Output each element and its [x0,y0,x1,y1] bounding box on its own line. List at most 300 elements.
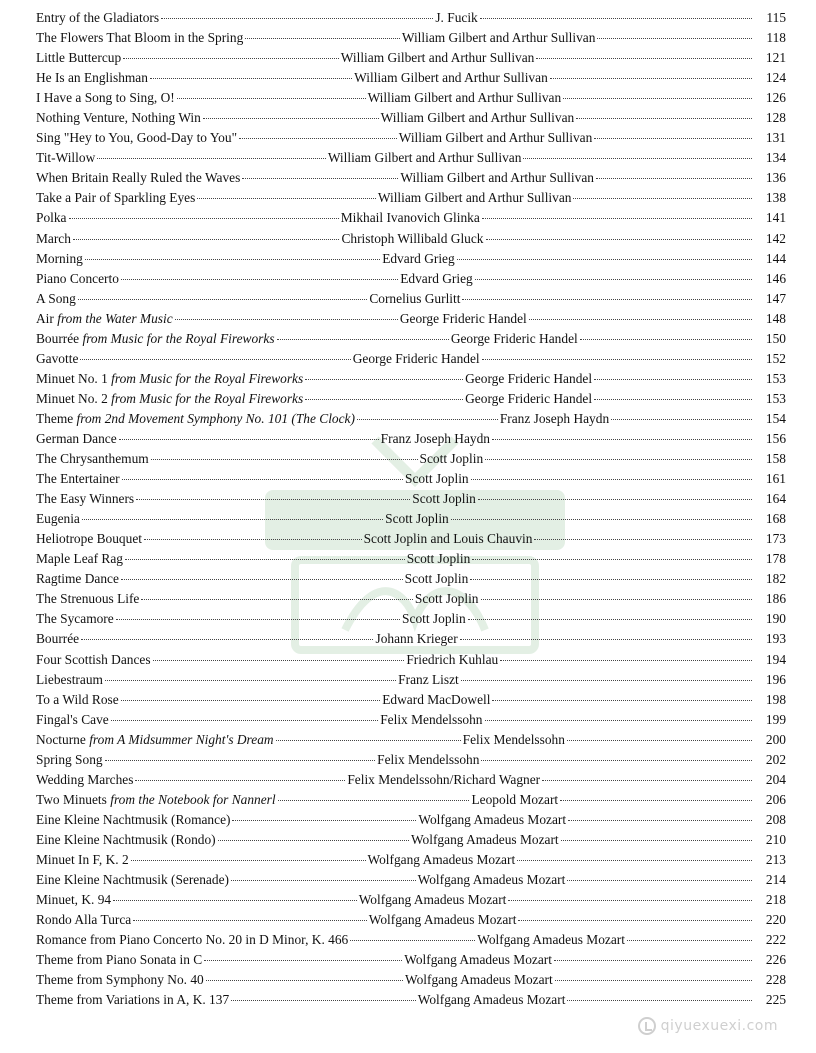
dot-leader [567,1000,752,1001]
entry-title: Eine Kleine Nachtmusik (Rondo) [36,831,216,847]
entry-composer: William Gilbert and Arthur Sullivan [367,90,562,106]
entry-title: I Have a Song to Sing, O! [36,90,175,106]
entry-title: Four Scottish Dances [36,651,151,667]
entry-page-number: 208 [765,811,786,827]
entry-page-number: 214 [765,872,786,888]
dot-leader [534,539,752,540]
entry-composer: Felix Mendelssohn [377,751,480,767]
dot-leader [136,499,410,500]
toc-entry [36,68,786,88]
dot-leader [563,98,752,99]
toc-entry [36,910,786,930]
toc-entry [36,990,786,1010]
dot-leader [492,439,752,440]
entry-title: Eugenia [36,511,80,527]
dot-leader [105,680,396,681]
toc-entry [36,730,786,750]
entry-composer: William Gilbert and Arthur Sullivan [398,130,593,146]
entry-composer: Franz Liszt [398,671,459,687]
toc-entry [36,509,786,529]
entry-title: The Chrysanthemum [36,451,149,467]
dot-leader [133,920,367,921]
entry-composer: Cornelius Gurlitt [369,290,461,306]
entry-composer: Scott Joplin [419,451,484,467]
entry-title: Eine Kleine Nachtmusik (Romance) [36,811,231,827]
entry-title: Minuet, K. 94 [36,892,112,908]
dot-leader [536,58,752,59]
entry-composer: George Frideric Handel [399,310,527,326]
toc-entry [36,650,786,670]
entry-page-number: 153 [765,370,786,386]
toc-entry [36,710,786,730]
entry-page-number: 210 [765,831,787,847]
entry-page-number: 152 [765,350,786,366]
dot-leader [206,980,403,981]
dot-leader [567,740,752,741]
dot-leader [611,419,752,420]
entry-page-number: 204 [765,771,786,787]
entry-composer: Scott Joplin [405,471,469,487]
entry-composer: William Gilbert and Arthur Sullivan [327,150,522,166]
entry-page-number: 182 [765,571,787,587]
toc-entry [36,609,786,629]
entry-composer: Leopold Mozart [471,791,559,807]
dot-leader [277,339,449,340]
entry-title: Entry of the Gladiators [36,10,160,25]
dot-leader [121,279,398,280]
entry-title: The Flowers That Bloom in the Spring [36,30,244,46]
entry-page-number: 124 [765,70,787,86]
entry-title: Nothing Venture, Nothing Win [36,110,201,126]
entry-subtitle: from Music for the Royal Fireworks [111,370,304,386]
entry-page-number: 146 [765,270,787,286]
dot-leader [460,639,752,640]
entry-title: Spring Song [36,751,103,767]
dot-leader [468,619,752,620]
toc-entry [36,690,786,710]
dot-leader [231,1000,416,1001]
entry-composer: George Frideric Handel [352,350,480,366]
dot-leader [125,559,405,560]
entry-title: The Entertainer [36,471,120,487]
toc-entry [36,148,786,168]
dot-leader [278,800,470,801]
entry-page-number: 194 [765,651,787,667]
entry-title: Bourrée from Music for the Royal Fireworks [36,330,275,346]
dot-leader [472,559,752,560]
entry-title: Sing "Hey to You, Good-Day to You" [36,130,238,146]
dot-leader [357,419,498,420]
entry-title: Heliotrope Bouquet [36,531,142,547]
dot-leader [119,439,379,440]
site-watermark [638,1017,778,1035]
toc-entry [36,329,786,349]
entry-title: Tit-Willow [36,150,96,166]
dot-leader [482,359,752,360]
entry-title: He Is an Englishman [36,70,148,86]
entry-composer: George Frideric Handel [465,370,593,386]
site-name: qiyuexuexi.com [660,1018,778,1034]
entry-title: A Song [36,290,76,306]
entry-page-number: 198 [765,691,787,707]
dot-leader [594,138,752,139]
dot-leader [116,619,400,620]
entry-composer: Scott Joplin [404,571,469,587]
dot-leader [161,18,433,19]
entry-composer: Edvard Grieg [400,270,473,286]
table-of-contents [36,8,786,1010]
entry-page-number: 161 [765,471,786,487]
dot-leader [596,178,752,179]
entry-composer: Franz Joseph Haydn [499,410,610,426]
entry-title: Minuet In F, K. 2 [36,851,129,867]
toc-entry [36,469,786,489]
entry-page-number: 178 [765,551,786,567]
entry-title: Romance from Piano Concerto No. 20 in D Minor, K. 466 [36,932,349,948]
entry-subtitle: from 2nd Movement Symphony No. 101 (The Clock) [76,410,355,426]
toc-entry [36,950,786,970]
entry-page-number: 126 [765,90,786,106]
entry-page-number: 142 [765,230,786,246]
toc-entry [36,429,786,449]
entry-page-number: 190 [765,611,786,627]
dot-leader [568,820,752,821]
entry-title: To a Wild Rose [36,691,119,707]
entry-title: Nocturne from A Midsummer Night's Dream [36,731,274,747]
entry-page-number: 168 [765,511,786,527]
entry-title: Gavotte [36,350,79,366]
entry-page-number: 136 [765,170,786,186]
dot-leader [153,660,405,661]
entry-title: Bourrée [36,631,80,647]
entry-page-number: 141 [765,210,787,226]
toc-entry [36,930,786,950]
entry-title: Rondo Alla Turca [36,912,132,928]
dot-leader [470,579,752,580]
toc-entry [36,369,786,389]
dot-leader [518,920,752,921]
dot-leader [245,38,400,39]
entry-title: Theme from Piano Sonata in C [36,952,203,968]
entry-composer: Wolfgang Amadeus Mozart [418,811,567,827]
entry-title: Wedding Marches [36,771,134,787]
toc-entry [36,870,786,890]
dot-leader [69,218,339,219]
dot-leader [486,239,753,240]
entry-composer: Wolfgang Amadeus Mozart [368,912,517,928]
entry-title: Fingal's Cave [36,711,109,727]
entry-composer: Mikhail Ivanovich Glinka [340,210,480,226]
dot-leader [471,479,752,480]
toc-entry [36,810,786,830]
entry-composer: George Frideric Handel [450,330,578,346]
dot-leader [482,218,752,219]
entry-page-number: 158 [765,451,786,467]
entry-subtitle: from the Notebook for Nannerl [110,791,276,807]
entry-page-number: 147 [765,290,787,306]
dot-leader [573,198,752,199]
toc-entry [36,569,786,589]
entry-composer: William Gilbert and Arthur Sullivan [380,110,575,126]
toc-entry [36,249,786,269]
entry-composer: Scott Joplin [412,491,476,507]
entry-composer: Scott Joplin [414,591,479,607]
toc-entry [36,48,786,68]
entry-title: When Britain Really Ruled the Waves [36,170,241,186]
entry-composer: Wolfgang Amadeus Mozart [358,892,507,908]
toc-entry [36,389,786,409]
dot-leader [73,239,340,240]
entry-title: Polka [36,210,67,226]
entry-composer: William Gilbert and Arthur Sullivan [401,30,596,46]
dot-leader [177,98,366,99]
dot-leader [561,840,752,841]
entry-page-number: 164 [765,491,787,507]
entry-title: Piano Concerto [36,270,119,286]
entry-title: Maple Leaf Rag [36,551,123,567]
entry-page-number: 154 [765,410,786,426]
entry-title: Theme from Variations in A, K. 137 [36,992,230,1008]
dot-leader [594,399,752,400]
entry-composer: William Gilbert and Arthur Sullivan [377,190,572,206]
entry-page-number: 148 [765,310,786,326]
entry-subtitle: from Music for the Royal Fireworks [111,390,304,406]
dot-leader [480,18,752,19]
dot-leader [141,599,413,600]
dot-leader [554,960,752,961]
entry-composer: Scott Joplin [406,551,471,567]
entry-page-number: 199 [765,711,787,727]
dot-leader [85,259,380,260]
dot-leader [475,279,752,280]
toc-entry [36,88,786,108]
dot-leader [121,579,403,580]
entry-title: Minuet No. 1 from Music for the Royal Fireworks [36,370,304,386]
dot-leader [481,760,752,761]
toc-entry [36,229,786,249]
toc-entry [36,128,786,148]
entry-composer: Edward MacDowell [382,691,491,707]
entry-page-number: 193 [765,631,787,647]
dot-leader [500,660,752,661]
dot-leader [451,519,752,520]
entry-page-number: 131 [765,130,786,146]
entry-subtitle: from Music for the Royal Fireworks [82,330,275,346]
entry-title: Morning [36,250,83,266]
toc-entry [36,289,786,309]
dot-leader [523,158,752,159]
dot-leader [580,339,752,340]
dot-leader [276,740,461,741]
dot-leader [542,780,752,781]
dot-leader [594,379,752,380]
entry-composer: Wolfgang Amadeus Mozart [477,932,625,948]
dot-leader [462,299,752,300]
entry-title: Liebestraum [36,671,103,687]
entry-composer: Scott Joplin [402,611,466,627]
dot-leader [123,58,339,59]
entry-composer: Edvard Grieg [382,250,455,266]
toc-entry [36,269,786,289]
toc-entry [36,750,786,770]
entry-composer: Scott Joplin [385,511,449,527]
dot-leader [555,980,752,981]
entry-title: The Sycamore [36,611,114,627]
entry-subtitle: from the Water Music [57,310,173,326]
entry-page-number: 156 [765,430,787,446]
dot-leader [105,760,376,761]
dot-leader [485,459,752,460]
entry-composer: Johann Krieger [375,631,458,647]
entry-page-number: 138 [765,190,787,206]
toc-entry [36,549,786,569]
toc-entry [36,208,786,228]
entry-title: The Strenuous Life [36,591,140,607]
entry-page-number: 218 [765,892,786,908]
entry-composer: Wolfgang Amadeus Mozart [410,831,559,847]
dot-leader [485,720,753,721]
entry-composer: Wolfgang Amadeus Mozart [405,972,553,988]
dot-leader [203,118,379,119]
entry-page-number: 226 [765,952,787,968]
dot-leader [517,860,752,861]
site-logo-icon [638,1017,656,1035]
entry-page-number: 128 [765,110,786,126]
entry-title: Air from the Water Music [36,310,173,326]
dot-leader [350,940,475,941]
entry-composer: Franz Joseph Haydn [380,430,491,446]
toc-entry [36,309,786,329]
dot-leader [461,680,752,681]
entry-title: Two Minuets from the Notebook for Nannerl [36,791,276,807]
dot-leader [231,880,416,881]
toc-entry [36,529,786,549]
dot-leader [560,800,752,801]
dot-leader [232,820,416,821]
entry-page-number: 213 [765,851,786,867]
entry-composer: Felix Mendelssohn [462,731,565,747]
toc-entry [36,790,786,810]
dot-leader [80,359,350,360]
entry-composer: William Gilbert and Arthur Sullivan [340,50,535,66]
dot-leader [576,118,752,119]
toc-entry [36,8,786,28]
toc-entry [36,409,786,429]
dot-leader [122,479,403,480]
entry-composer: Friedrich Kuhlau [406,651,499,667]
entry-title: German Dance [36,430,117,446]
entry-page-number: 202 [765,751,787,767]
dot-leader [492,700,752,701]
entry-page-number: 196 [765,671,786,687]
entry-subtitle: from A Midsummer Night's Dream [89,731,274,747]
entry-page-number: 144 [765,250,787,266]
dot-leader [567,880,752,881]
dot-leader [78,299,368,300]
entry-page-number: 206 [765,791,786,807]
entry-title: Theme from Symphony No. 40 [36,972,204,988]
entry-page-number: 186 [765,591,787,607]
dot-leader [175,319,398,320]
toc-entry [36,770,786,790]
dot-leader [144,539,362,540]
dot-leader [597,38,752,39]
entry-page-number: 115 [766,10,787,25]
entry-title: March [36,230,71,246]
toc-entry [36,489,786,509]
entry-title: Theme from 2nd Movement Symphony No. 101 (The Clock) [36,410,355,426]
toc-entry [36,589,786,609]
dot-leader [113,900,357,901]
entry-title: Little Buttercup [36,50,122,66]
dot-leader [218,840,409,841]
entry-title: Minuet No. 2 from Music for the Royal Fireworks [36,390,304,406]
dot-leader [121,700,381,701]
toc-entry [36,349,786,369]
entry-composer: Wolfgang Amadeus Mozart [367,851,516,867]
entry-title: The Easy Winners [36,491,135,507]
entry-page-number: 225 [765,992,787,1008]
entry-title: Take a Pair of Sparkling Eyes [36,190,196,206]
dot-leader [151,459,418,460]
dot-leader [111,720,379,721]
dot-leader [481,599,753,600]
dot-leader [457,259,752,260]
entry-page-number: 228 [765,972,787,988]
dot-leader [550,78,752,79]
entry-composer: William Gilbert and Arthur Sullivan [354,70,548,86]
entry-composer: Wolfgang Amadeus Mozart [417,992,566,1008]
entry-composer: J. Fucik [435,10,478,25]
toc-entry [36,850,786,870]
dot-leader [150,78,352,79]
dot-leader [131,860,366,861]
toc-entry [36,168,786,188]
dot-leader [204,960,402,961]
dot-leader [529,319,752,320]
dot-leader [305,399,463,400]
dot-leader [242,178,398,179]
dot-leader [97,158,326,159]
dot-leader [81,639,373,640]
entry-composer: Wolfgang Amadeus Mozart [417,872,566,888]
dot-leader [478,499,752,500]
toc-entry [36,449,786,469]
entry-page-number: 118 [766,30,786,46]
entry-page-number: 200 [765,731,786,747]
toc-entry [36,670,786,690]
entry-composer: William Gilbert and Arthur Sullivan [400,170,594,186]
toc-entry [36,108,786,128]
toc-entry [36,890,786,910]
dot-leader [197,198,376,199]
entry-composer: Felix Mendelssohn/Richard Wagner [347,771,541,787]
dot-leader [508,900,752,901]
toc-entry [36,188,786,208]
toc-entry [36,629,786,649]
dot-leader [239,138,397,139]
entry-composer: Scott Joplin and Louis Chauvin [363,531,533,547]
entry-page-number: 153 [765,390,786,406]
entry-page-number: 134 [765,150,787,166]
toc-entry [36,28,786,48]
entry-page-number: 121 [765,50,787,66]
entry-composer: Christoph Willibald Gluck [341,230,484,246]
toc-entry [36,970,786,990]
dot-leader [627,940,752,941]
entry-page-number: 220 [765,912,786,928]
entry-title: Ragtime Dance [36,571,119,587]
